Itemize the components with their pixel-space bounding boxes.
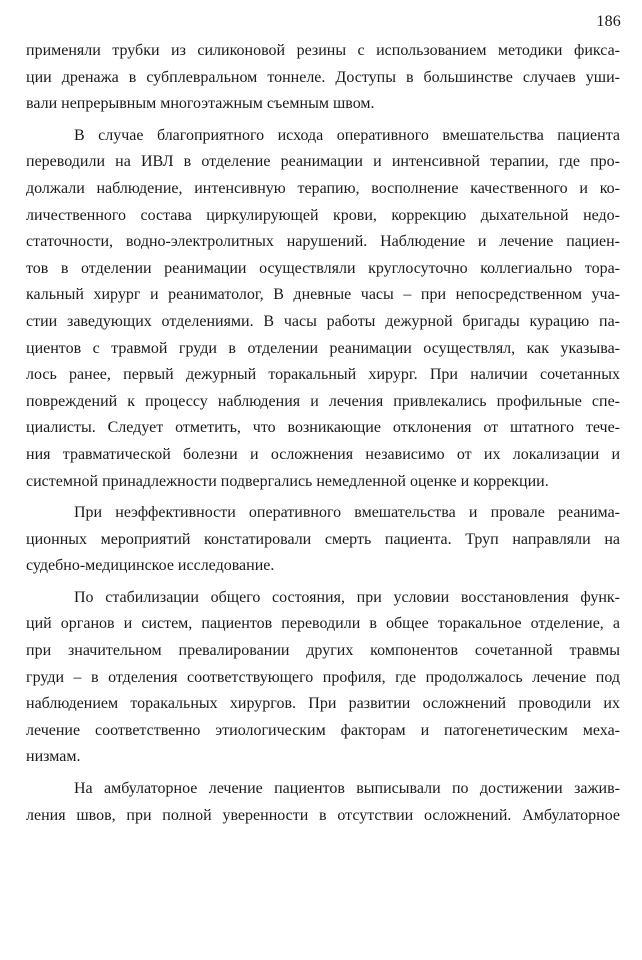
text-line: повреждений к процессу наблюдения и лечения привлекались профильные спе- [26, 392, 620, 410]
text-line: циалисты. Следует отметить, что возникающие отклонения от штатного тече- [26, 419, 620, 437]
text-line: низмам. [26, 748, 81, 766]
text-line: переводили на ИВЛ в отделение реанимации и интенсивной терапии, где про- [26, 153, 620, 171]
text-line: На амбулаторное лечение пациентов выписывали по достижении зажив- [74, 780, 620, 798]
text-line: должали наблюдение, интенсивную терапию, восполнение качественного и ко- [26, 179, 620, 197]
text-line: системной принадлежности подвергались немедленной оценке и коррекции. [26, 472, 549, 490]
page-body [26, 38, 620, 829]
text-line: при значительном превалировании других компонентов сочетанной травмы [26, 642, 620, 660]
text-line: наблюдением торакальных хирургов. При развитии осложнений проводили их [26, 695, 620, 713]
text-line: циентов с травмой груди в отделении реанимации осуществлял, как указыва- [26, 339, 620, 357]
text-line: По стабилизации общего состояния, при условии восстановления функ- [74, 588, 620, 606]
paragraph-4 [26, 585, 620, 771]
paragraph-1 [26, 38, 620, 118]
text-line: В случае благоприятного исхода оперативного вмешательства пациента [74, 126, 620, 144]
text-line: стии заведующих отделениями. В часы работы дежурной бригады курацию па- [26, 312, 620, 330]
text-line: лось ранее, первый дежурный торакальный хирург. При наличии сочетанных [26, 366, 620, 384]
page-number: 186 [596, 13, 621, 30]
text-line: ния травматической болезни и осложнения независимо от их локализации и [26, 445, 620, 463]
text-line: судебно-медицинское исследование. [26, 557, 275, 575]
paragraph-3 [26, 500, 620, 580]
text-line: ления швов, при полной уверенности в отсутствии осложнений. Амбулаторное [26, 806, 620, 824]
text-line: вали непрерывным многоэтажным съемным швом. [26, 95, 375, 113]
text-line: тов в отделении реанимации осуществляли круглосуточно коллегиально тора- [26, 259, 620, 277]
text-line: ционных мероприятий констатировали смерть пациента. Труп направляли на [26, 530, 620, 548]
text-line: применяли трубки из силиконовой резины с использованием методики фикса- [26, 42, 620, 59]
text-line: статочности, водно-электролитных нарушений. Наблюдение и лечение пациен- [26, 233, 620, 251]
text-line: груди – в отделения соответствующего профиля, где продолжалось лечение под [26, 668, 620, 686]
text-line: лечение соответственно этиологическим факторам и патогенетическим меха- [26, 721, 620, 739]
text-line: личественного состава циркулирующей крови, коррекцию дыхательной недо- [26, 206, 620, 224]
text-line: ции дренажа в субплевральном тоннеле. Доступы в большинстве случаев уши- [26, 68, 620, 86]
text-line: ций органов и систем, пациентов переводили в общее торакальное отделение, а [26, 615, 620, 633]
text-line: При неэффективности оперативного вмешательства и провале реанима- [74, 504, 620, 522]
paragraph-5 [26, 776, 620, 829]
text-line: кальный хирург и реаниматолог, В дневные часы – при непосредственном уча- [26, 286, 620, 304]
paragraph-2 [26, 123, 620, 495]
